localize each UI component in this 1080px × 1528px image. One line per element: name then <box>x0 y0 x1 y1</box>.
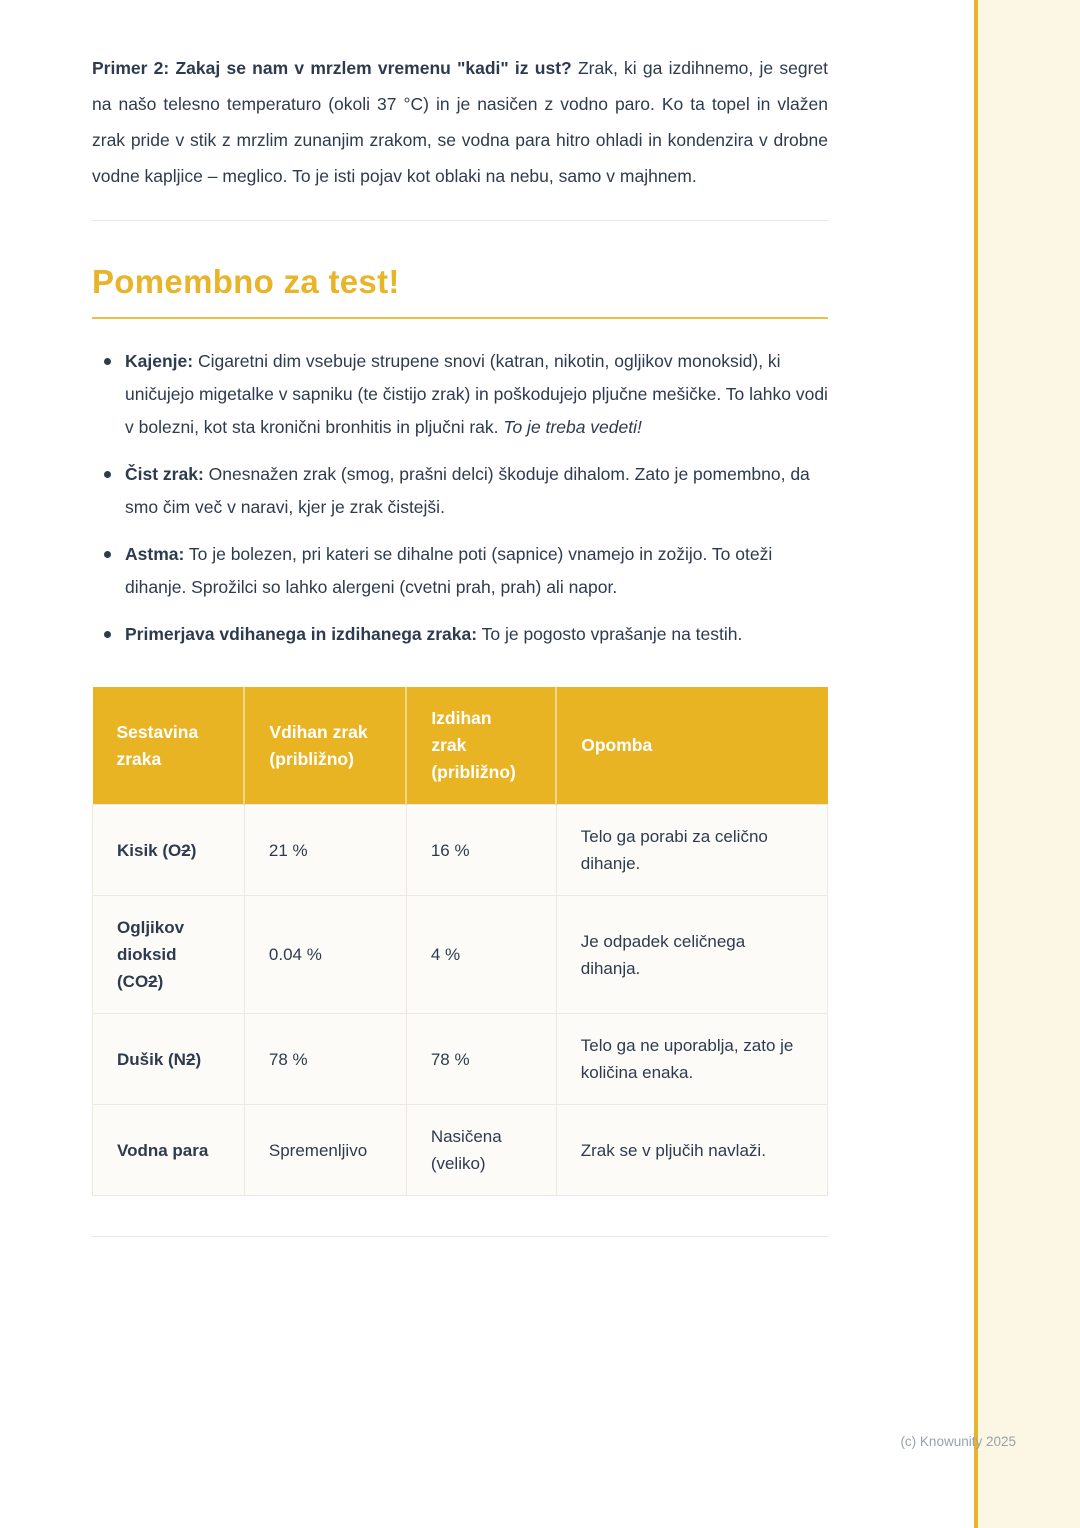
cell-inhaled-value: Spremenljivo <box>244 1105 406 1196</box>
component-name-text: Vodna para <box>117 1140 209 1160</box>
component-name-text: Kisik (O <box>117 840 182 860</box>
cell-inhaled-value: 21 % <box>244 805 406 896</box>
copyright-note: (c) Knowunity 2025 <box>900 1434 1016 1449</box>
heading-underline <box>92 317 828 319</box>
bullet-item-astma <box>92 538 828 604</box>
cell-note: Telo ga porabi za celično dihanje. <box>556 805 827 896</box>
cell-component-name <box>93 1105 245 1196</box>
component-name-text: Dušik (N <box>117 1049 186 1069</box>
bullet-item-kajenje <box>92 345 828 444</box>
right-accent-line <box>974 0 978 1528</box>
table-row-kisik <box>93 805 828 896</box>
component-name-text: Ogljikov dioksid (CO <box>117 918 185 991</box>
right-sidebar-strip <box>978 0 1080 1528</box>
bullet-text: Onesnažen zrak (smog, prašni delci) škoduje dihalom. Zato je pomembno, da smo čim več v naravi, kjer je zrak čistejši. <box>125 464 810 517</box>
table-row-ogljikov-dioksid <box>93 896 828 1014</box>
bullet-lead: Primerjava vdihanega in izdihanega zraka: <box>125 624 478 644</box>
cell-note: Telo ga ne uporablja, zato je količina enaka. <box>556 1014 827 1105</box>
bullet-lead: Astma: <box>125 544 185 564</box>
table-header-opomba: Opomba <box>556 687 827 805</box>
table-header-row <box>93 687 828 805</box>
page-content <box>92 0 828 1237</box>
table-header-sestavina: Sestavina zraka <box>93 687 245 805</box>
bullet-lead: Kajenje: <box>125 351 194 371</box>
bullet-text: To je bolezen, pri kateri se dihalne poti (sapnice) vnamejo in zožijo. To oteži dihanje. Sprožilci so lahko alergeni (cvetni prah, prah) ali napor. <box>125 544 773 597</box>
cell-exhaled-value: Nasičena (veliko) <box>406 1105 556 1196</box>
intro-lead: Primer 2: Zakaj se nam v mrzlem vremenu "kadi" iz ust? <box>92 58 572 78</box>
cell-note: Zrak se v pljučih navlaži. <box>556 1105 827 1196</box>
section-divider <box>92 220 828 221</box>
table-header-vdihan: Vdihan zrak (približno) <box>244 687 406 805</box>
cell-inhaled-value: 78 % <box>244 1014 406 1105</box>
cell-note: Je odpadek celičnega dihanja. <box>556 896 827 1014</box>
cell-inhaled-value: 0.04 % <box>244 896 406 1014</box>
cell-exhaled-value: 4 % <box>406 896 556 1014</box>
intro-text: Zrak, ki ga izdihnemo, je segret na našo telesno temperaturo (okoli 37 °C) in je nasičen z vodno paro. Ko ta topel in vlažen zrak pride v stik z mrzlim zunanjim zrakom, se vodna para hitro ohladi in kondenzira v drobne vodne kapljice – meglico. To je isti pojav kot oblaki na nebu, samo v majhnem. <box>92 58 828 186</box>
bullet-item-cist-zrak <box>92 458 828 524</box>
table-row-vodna-para <box>93 1105 828 1196</box>
cell-component-name <box>93 805 245 896</box>
bullet-text: Cigaretni dim vsebuje strupene snovi (katran, nikotin, ogljikov monoksid), ki uničujejo migetalke v sapniku (te čistijo zrak) in poškodujejo pljučne mešičke. To lahko vodi v bolezni, kot sta kronični bronhitis in pljučni rak. <box>125 351 828 437</box>
cell-component-name <box>93 896 245 1014</box>
section-heading: Pomembno za test! <box>92 263 400 300</box>
bullet-item-primerjava <box>92 618 828 651</box>
cell-exhaled-value: 16 % <box>406 805 556 896</box>
bullet-italic: To je treba vedeti! <box>503 417 642 437</box>
cell-exhaled-value: 78 % <box>406 1014 556 1105</box>
component-name-text: ) <box>157 972 164 991</box>
air-composition-table <box>92 687 828 1196</box>
component-subscript: 2 <box>185 1049 196 1069</box>
component-subscript: 2 <box>181 840 191 860</box>
bullet-list <box>92 345 828 651</box>
component-subscript: 2 <box>148 972 158 991</box>
cell-component-name <box>93 1014 245 1105</box>
bottom-divider <box>92 1236 828 1237</box>
table-row-dusik <box>93 1014 828 1105</box>
component-name-text: ) <box>195 1049 202 1069</box>
table-header-izdihan: Izdihan zrak (približno) <box>406 687 556 805</box>
component-name-text: ) <box>190 840 197 860</box>
bullet-lead: Čist zrak: <box>125 464 204 484</box>
bullet-text: To je pogosto vprašanje na testih. <box>477 624 743 644</box>
intro-paragraph <box>92 50 828 194</box>
